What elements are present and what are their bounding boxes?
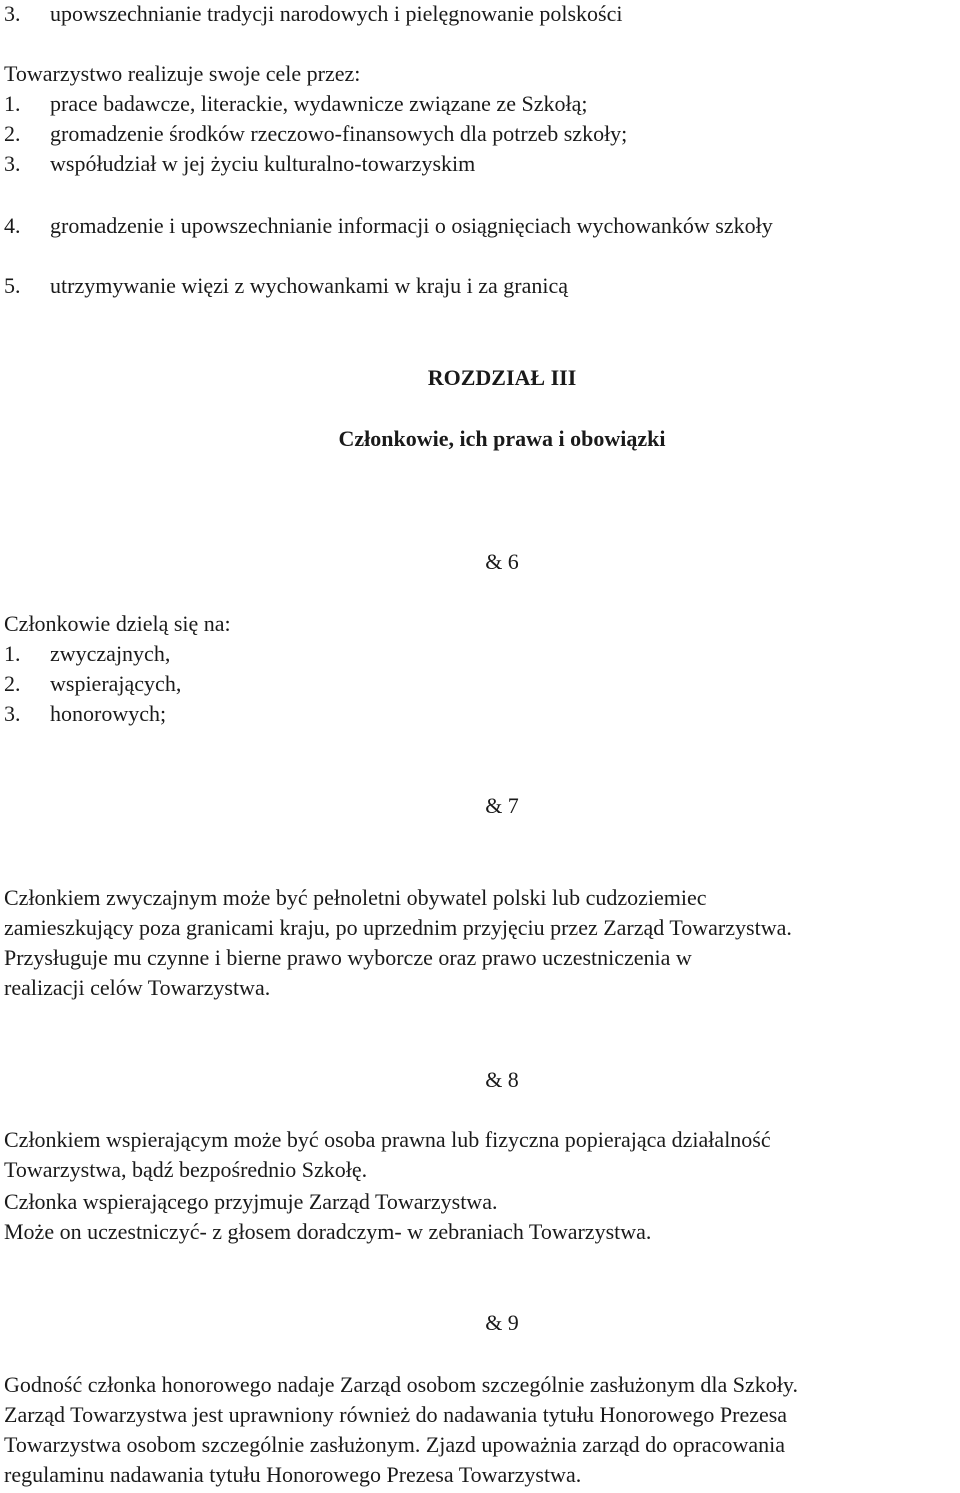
- means-item-1: [4, 90, 587, 118]
- list-text: zwyczajnych,: [50, 641, 171, 666]
- means-item-2: [4, 120, 627, 148]
- list-text: współudział w jej życiu kulturalno-towarzyskim: [50, 151, 476, 176]
- means-item-3: [4, 150, 475, 178]
- goal-item-3: [4, 0, 622, 28]
- means-heading: Towarzystwo realizuje swoje cele przez:: [4, 61, 361, 86]
- list-text: honorowych;: [50, 701, 167, 726]
- list-number: 3.: [4, 151, 21, 176]
- section-mark-9: & 9: [485, 1310, 519, 1335]
- list-number: 4.: [4, 213, 21, 238]
- member-type-2: [4, 670, 181, 698]
- list-number: 5.: [4, 273, 21, 298]
- list-number: 2.: [4, 671, 21, 696]
- paragraph-line: Członkiem wspierającym może być osoba prawna lub fizyczna popierająca działalność: [4, 1127, 771, 1152]
- list-text: gromadzenie środków rzeczowo-finansowych dla potrzeb szkoły;: [50, 121, 628, 146]
- means-item-4: [4, 212, 773, 240]
- list-text: utrzymywanie więzi z wychowankami w kraju i za granicą: [50, 273, 569, 298]
- paragraph-line: Członkiem zwyczajnym może być pełnoletni obywatel polski lub cudzoziemiec: [4, 885, 707, 910]
- list-number: 1.: [4, 641, 21, 666]
- list-text: wspierających,: [50, 671, 182, 696]
- list-number: 3.: [4, 1, 21, 26]
- paragraph-line: Przysługuje mu czynne i bierne prawo wyborcze oraz prawo uczestniczenia w: [4, 945, 692, 970]
- paragraph-line: Towarzystwa osobom szczególnie zasłużonym. Zjazd upoważnia zarząd do opracowania: [4, 1432, 785, 1457]
- members-heading: Członkowie dzielą się na:: [4, 611, 231, 636]
- chapter-title: ROZDZIAŁ III: [427, 365, 577, 390]
- means-item-5: [4, 272, 568, 300]
- paragraph-line: Członka wspierającego przyjmuje Zarząd Towarzystwa.: [4, 1189, 498, 1214]
- paragraph-line: Godność członka honorowego nadaje Zarząd osobom szczególnie zasłużonym dla Szkoły.: [4, 1372, 798, 1397]
- paragraph-line: Zarząd Towarzystwa jest uprawniony również do nadawania tytułu Honorowego Prezesa: [4, 1402, 788, 1427]
- paragraph-line: Może on uczestniczyć- z głosem doradczym- w zebraniach Towarzystwa.: [4, 1219, 652, 1244]
- list-text: prace badawcze, literackie, wydawnicze związane ze Szkołą;: [50, 91, 588, 116]
- paragraph-line: zamieszkujący poza granicami kraju, po uprzednim przyjęciu przez Zarząd Towarzystwa.: [4, 915, 792, 940]
- section-mark-6: & 6: [485, 549, 519, 574]
- chapter-subtitle: Członkowie, ich prawa i obowiązki: [338, 426, 666, 451]
- paragraph-line: regulaminu nadawania tytułu Honorowego Prezesa Towarzystwa.: [4, 1462, 582, 1487]
- section-mark-7: & 7: [485, 793, 519, 818]
- member-type-1: [4, 640, 170, 668]
- list-text: upowszechnianie tradycji narodowych i pielęgnowanie polskości: [50, 1, 623, 26]
- list-text: gromadzenie i upowszechnianie informacji o osiągnięciach wychowanków szkoły: [50, 213, 773, 238]
- list-number: 2.: [4, 121, 21, 146]
- section-mark-8: & 8: [485, 1067, 519, 1092]
- paragraph-line: Towarzystwa, bądź bezpośrednio Szkołę.: [4, 1157, 368, 1182]
- list-number: 1.: [4, 91, 21, 116]
- member-type-3: [4, 700, 166, 728]
- paragraph-line: realizacji celów Towarzystwa.: [4, 975, 271, 1000]
- list-number: 3.: [4, 701, 21, 726]
